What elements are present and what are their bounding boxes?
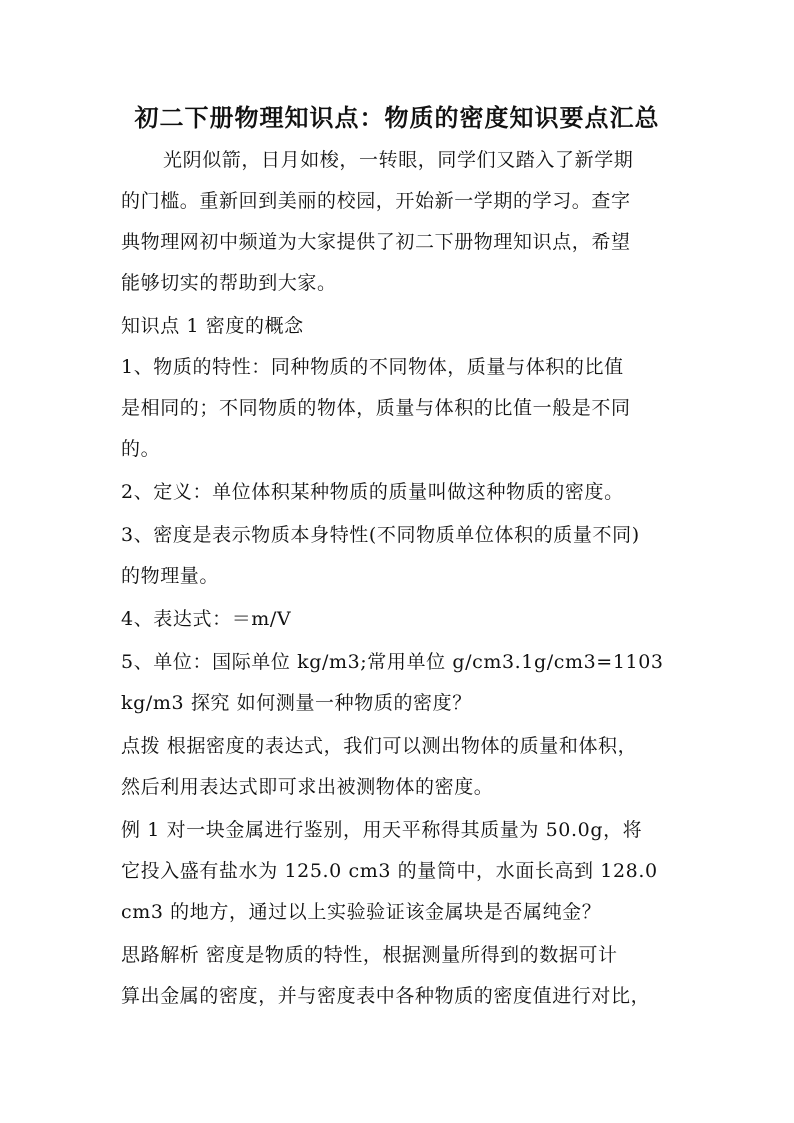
paragraph-line: kg/m3 探究 如何测量一种物质的密度？ bbox=[121, 692, 472, 714]
paragraph-line: 的物理量。 bbox=[121, 565, 220, 587]
paragraph-line: 光阴似箭，日月如梭，一转眼，同学们又踏入了新学期 bbox=[163, 149, 634, 171]
paragraph-line: cm3 的地方，通过以上实验验证该金属块是否属纯金？ bbox=[121, 901, 602, 923]
paragraph-line: 它投入盛有盐水为 125.0 cm3 的量筒中，水面长高到 128.0 bbox=[121, 860, 658, 882]
paragraph-line: 然后利用表达式即可求出被测物体的密度。 bbox=[121, 776, 494, 798]
document-title: 初二下册物理知识点：物质的密度知识要点汇总 bbox=[134, 103, 660, 132]
paragraph-line: 4、表达式：＝m/V bbox=[121, 608, 292, 630]
paragraph-line: 是相同的；不同物质的物体，质量与体积的比值一般是不同 bbox=[121, 397, 631, 419]
paragraph-line: 的门槛。重新回到美丽的校园，开始新一学期的学习。查字 bbox=[121, 190, 631, 212]
paragraph-line: 1、物质的特性：同种物质的不同物体，质量与体积的比值 bbox=[121, 356, 624, 378]
paragraph-line: 的。 bbox=[121, 438, 161, 460]
paragraph-line: 思路解析 密度是物质的特性，根据测量所得到的数据可计 bbox=[121, 944, 618, 966]
paragraph-line: 2、定义：单位体积某种物质的质量叫做这种物质的密度。 bbox=[121, 481, 624, 503]
paragraph-line: 典物理网初中频道为大家提供了初二下册物理知识点，希望 bbox=[121, 231, 631, 253]
paragraph-line: 算出金属的密度，并与密度表中各种物质的密度值进行对比， bbox=[121, 985, 651, 1007]
paragraph-line: 5、单位：国际单位 kg/m3;常用单位 g/cm3.1g/cm3=1103 bbox=[121, 651, 664, 673]
paragraph-line: 点拨 根据密度的表达式，我们可以测出物体的质量和体积， bbox=[121, 735, 638, 757]
paragraph-line: 3、密度是表示物质本身特性(不同物质单位体积的质量不同) bbox=[121, 524, 640, 546]
section-heading: 知识点 1 密度的概念 bbox=[121, 315, 304, 337]
paragraph-line: 例 1 对一块金属进行鉴别，用天平称得其质量为 50.0g，将 bbox=[121, 819, 643, 841]
paragraph-line: 能够切实的帮助到大家。 bbox=[121, 272, 337, 294]
